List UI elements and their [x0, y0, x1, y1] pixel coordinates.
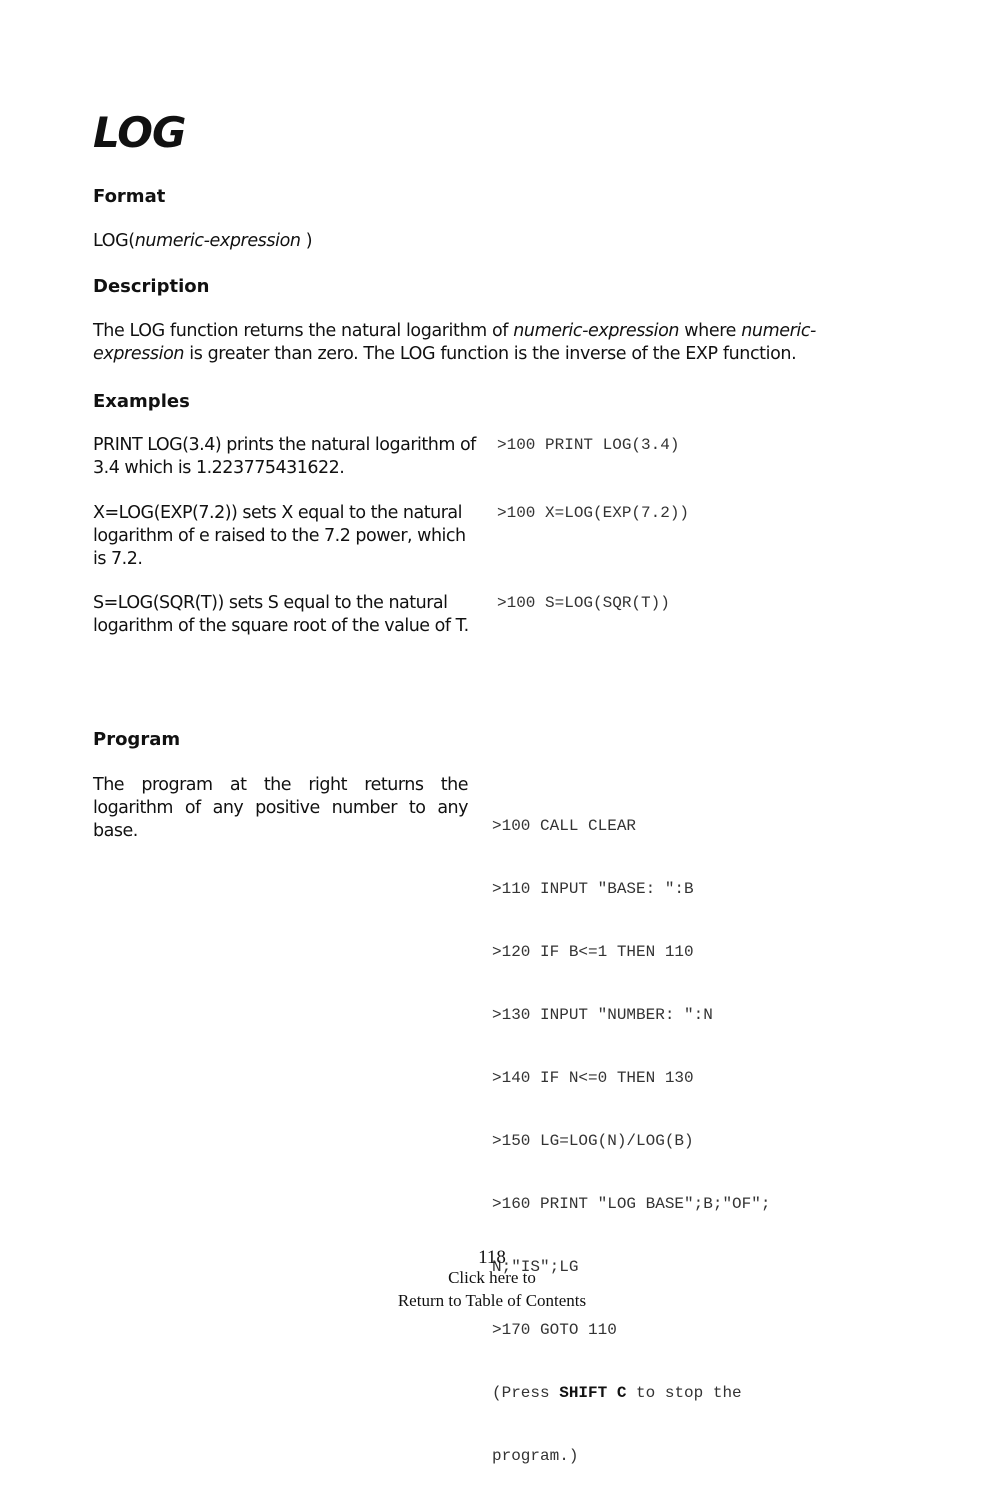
format-syntax	[93, 230, 312, 253]
example-1-text: PRINT LOG(3.4) prints the natural logarithm of 3.4 which is 1.223775431622.	[93, 435, 476, 478]
description-t1: The LOG function returns the natural logarithm of	[93, 321, 514, 341]
program-line: N;"IS";LG	[492, 1258, 579, 1276]
program-heading: Program	[93, 729, 181, 750]
page-title: LOG	[93, 108, 186, 157]
program-line: >150 LG=LOG(N)/LOG(B)	[492, 1132, 694, 1150]
note-post: to stop the	[626, 1384, 742, 1402]
program-line: >110 INPUT "BASE: ":B	[492, 880, 694, 898]
description-text	[93, 320, 833, 366]
example-2-code: >100 X=LOG(EXP(7.2))	[497, 504, 690, 522]
description-t3: is greater than zero. The LOG function is the inverse of the EXP function.	[184, 344, 797, 364]
format-heading: Format	[93, 186, 166, 207]
example-3-text: S=LOG(SQR(T)) sets S equal to the natural logarithm of the square root of the value of T.	[93, 593, 469, 636]
description-i2a: numeric-	[741, 321, 816, 341]
program-line: >140 IF N<=0 THEN 130	[492, 1069, 694, 1087]
examples-heading: Examples	[93, 391, 190, 412]
description-t2: where	[679, 321, 742, 341]
page-number: 118	[478, 1247, 506, 1268]
description-i2b: expression	[93, 344, 185, 364]
format-suffix: )	[300, 231, 313, 251]
description-i1: numeric-expression	[513, 321, 680, 341]
format-prefix: LOG(	[93, 231, 135, 251]
example-2-text: X=LOG(EXP(7.2)) sets X equal to the natural logarithm of e raised to the 7.2 power, which is 7.2.	[93, 503, 466, 569]
toc-link-line2[interactable]: Return to Table of Contents	[397, 1291, 587, 1310]
program-line: >100 CALL CLEAR	[492, 817, 637, 835]
program-note-line2: program.)	[492, 1447, 579, 1465]
example-3-code: >100 S=LOG(SQR(T))	[497, 594, 670, 612]
toc-link-line1[interactable]: Click here to	[448, 1268, 536, 1287]
program-note	[492, 1383, 770, 1404]
program-line: >170 GOTO 110	[492, 1321, 617, 1339]
program-text: The program at the right returns the logarithm of any positive number to any base.	[93, 775, 468, 841]
program-line: >160 PRINT "LOG BASE";B;"OF";	[492, 1195, 771, 1213]
description-heading: Description	[93, 276, 210, 297]
program-line: >120 IF B<=1 THEN 110	[492, 943, 694, 961]
program-line: >130 INPUT "NUMBER: ":N	[492, 1006, 713, 1024]
note-pre: (Press	[492, 1384, 560, 1402]
example-1-code: >100 PRINT LOG(3.4)	[497, 436, 680, 454]
format-param: numeric-expression	[134, 231, 301, 251]
note-key: SHIFT C	[559, 1384, 627, 1402]
program-listing	[492, 774, 770, 1509]
